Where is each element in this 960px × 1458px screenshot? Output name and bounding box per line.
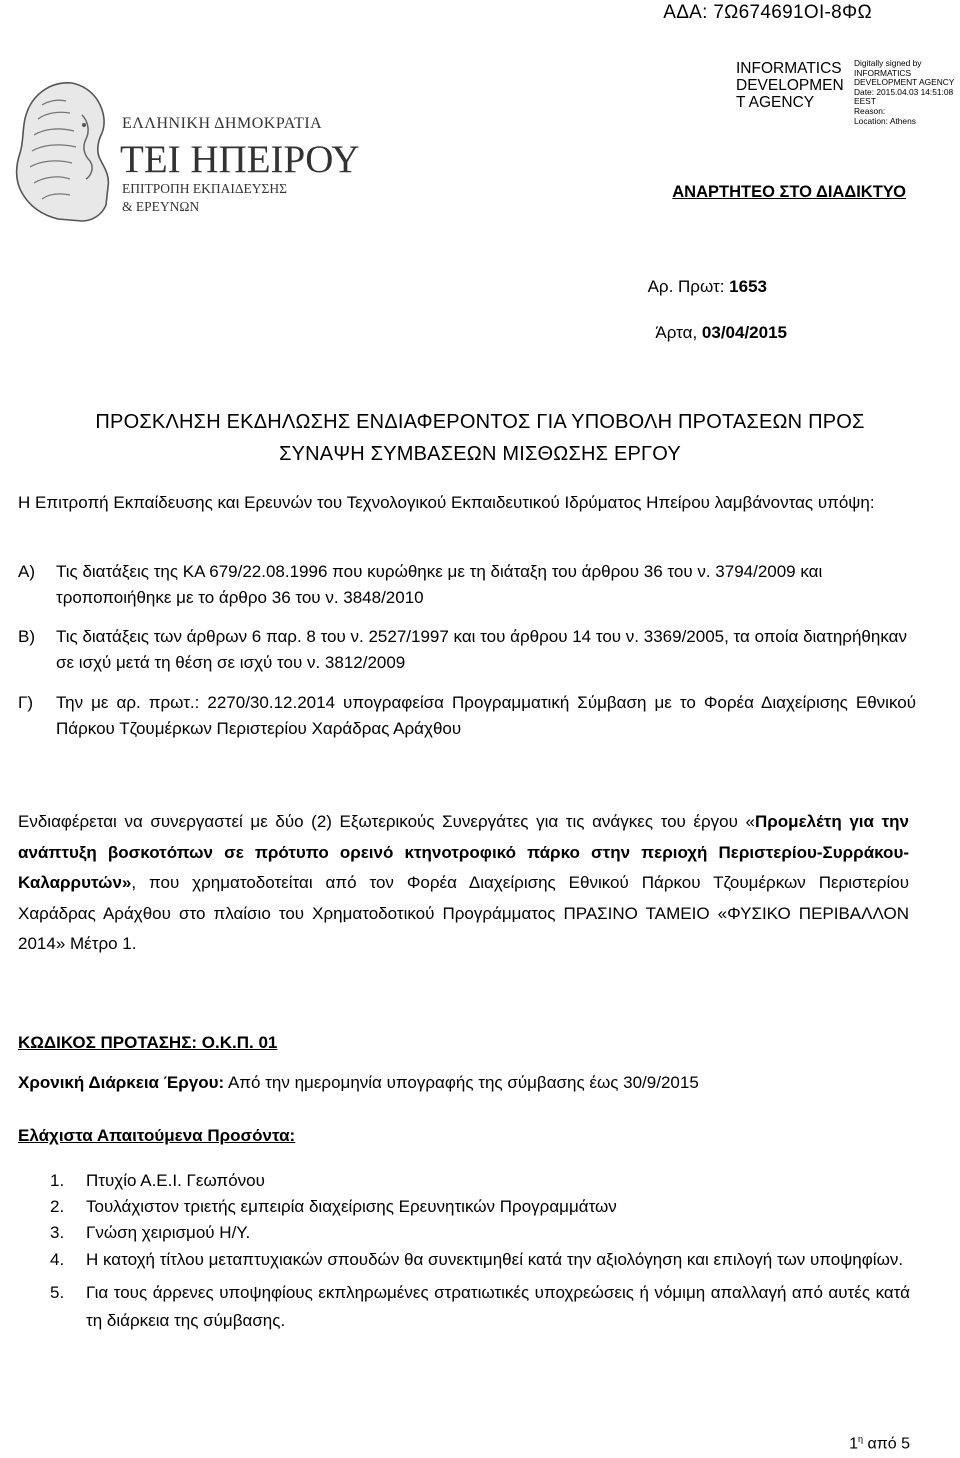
athena-head-icon	[12, 75, 122, 225]
signature-name-line: T AGENCY	[736, 94, 815, 111]
signature-detail-line: Reason:	[854, 105, 886, 116]
signature-detail-line: Location: Athens	[854, 115, 916, 126]
paragraph-rest: , που χρηματοδοτείται από τον Φορέα Διαχείρισης Εθνικού Πάρκου Τζουμέρκων Περιστερίου Χαράδρας Αράχθου στο πλαίσιο του Χρηματοδοτικού Προγράμματος ΠΡΑΣΙΝΟ ΤΑΜΕΙΟ «ΦΥΣΙΚΟ ΠΕΡΙΒΑΛΛΟΝ 2014» Μέτρο 1.	[18, 873, 909, 953]
consideration-label: Β)	[18, 627, 35, 646]
consideration-c	[18, 690, 916, 746]
consideration-text: Τις διατάξεις των άρθρων 6 παρ. 8 του ν. 2527/1997 και του άρθρου 14 του ν. 3369/2005, τα οποία διατηρήθηκαν σε ισχύ μετά τη θέση σε ισχύ του ν. 3812/2009	[56, 627, 907, 672]
intro-paragraph: Η Επιτροπή Εκπαίδευσης και Ερευνών του Τεχνολογικού Εκπαιδευτικού Ιδρύματος Ηπείρου λαμβάνοντας υπόψη:	[18, 493, 875, 512]
list-item	[50, 1279, 910, 1335]
duration-value: Από την ημερομηνία υπογραφής της σύμβασης έως 30/9/2015	[224, 1073, 699, 1092]
duration-label: Χρονική Διάρκεια Έργου:	[18, 1073, 225, 1092]
consideration-a	[18, 559, 913, 615]
consideration-label: Α)	[18, 562, 35, 581]
list-number: 5.	[50, 1283, 65, 1302]
list-number: 1.	[50, 1171, 65, 1190]
logo-line-republic: ΕΛΛΗΝΙΚΗ ΔΗΜΟΚΡΑΤΙΑ	[122, 115, 323, 132]
title-line-1: ΠΡΟΣΚΛΗΣΗ ΕΚΔΗΛΩΣΗΣ ΕΝΔΙΑΦΕΡΟΝΤΟΣ ΓΙΑ ΥΠΟΒΟΛΗ ΠΡΟΤΑΣΕΩΝ ΠΡΟΣ	[95, 411, 865, 433]
consideration-b	[18, 624, 913, 680]
list-text: Γνώση χειρισμού Η/Υ.	[86, 1223, 251, 1242]
main-paragraph	[18, 807, 909, 960]
signature-detail-line: INFORMATICS	[854, 67, 912, 78]
list-text: Η κατοχή τίτλου μεταπτυχιακών σπουδών θα συνεκτιμηθεί κατά την αξιολόγηση και επιλογή των υποψηφίων.	[86, 1250, 904, 1269]
page-of: από	[863, 1435, 902, 1453]
protocol-number	[648, 277, 767, 297]
page-number	[849, 1434, 910, 1453]
list-text: Πτυχίο Α.Ε.Ι. Γεωπόνου	[86, 1171, 265, 1190]
project-duration	[18, 1070, 699, 1096]
logo-line-committee: ΕΠΙΤΡΟΠΗ ΕΚΠΑΙΔΕΥΣΗΣ	[122, 181, 287, 196]
consideration-label: Γ)	[18, 693, 34, 712]
ada-code: ΑΔΑ: 7Ω674691ΟΙ-8ΦΩ	[663, 2, 872, 23]
consideration-text: Τις διατάξεις της ΚΑ 679/22.08.1996 που κυρώθηκε με τη διάταξη του άρθρου 36 του ν. 3794/2009 και τροποποιήθηκε με το άρθρο 36 του ν. 3848/2010	[56, 562, 823, 607]
proposal-code: ΚΩΔΙΚΟΣ ΠΡΟΤΑΣΗΣ: Ο.Κ.Π. 01	[18, 1033, 278, 1052]
page-suffix: η	[858, 1434, 864, 1444]
signature-detail-line: DEVELOPMENT AGENCY	[854, 77, 955, 88]
date-value: 03/04/2015	[701, 323, 787, 342]
requirements-list	[50, 1168, 910, 1335]
list-item	[50, 1194, 910, 1219]
publish-notice: ΑΝΑΡΤΗΤΕΟ ΣΤΟ ΔΙΑΔΙΚΤΥΟ	[672, 183, 906, 201]
consideration-text: Την με αρ. πρωτ.: 2270/30.12.2014 υπογραφείσα Προγραμματική Σύμβαση με το Φορέα Διαχείρισης Εθνικού Πάρκου Τζουμέρκων Περιστερίου Χαράδρας Αράχθου	[56, 693, 916, 738]
signature-name	[736, 60, 844, 111]
list-text: Τουλάχιστον τριετής εμπειρία διαχείρισης Ερευνητικών Προγραμμάτων	[86, 1197, 617, 1216]
signature-detail-line: Date: 2015.04.03 14:51:08	[854, 86, 954, 97]
title-line-2: ΣΥΝΑΨΗ ΣΥΜΒΑΣΕΩΝ ΜΙΣΘΩΣΗΣ ΕΡΓΟΥ	[279, 443, 681, 465]
signature-name-line: INFORMATICS	[736, 60, 842, 77]
page-total: 5	[901, 1435, 910, 1453]
project-title: Προμελέτη για την ανάπτυξη βοσκοτόπων σε πρότυπο ορεινό κτηνοτροφικό πάρκο στην περιοχή Περιστερίου-Συρράκου-Καλαρρυτών»	[18, 812, 909, 892]
institution-logo	[12, 75, 360, 225]
list-text: Για τους άρρενες υποψηφίους εκπληρωμένες στρατιωτικές υποχρεώσεις ή νόμιμη απαλλαγή από αυτές κατά τη διάρκεια της σύμβασης.	[86, 1283, 910, 1330]
signature-name-line: DEVELOPMEN	[736, 77, 844, 94]
document-date	[655, 323, 787, 343]
list-item	[50, 1246, 910, 1274]
list-number: 2.	[50, 1197, 65, 1216]
page-current: 1	[849, 1435, 858, 1453]
list-item	[50, 1168, 910, 1193]
logo-line-research: & ΕΡΕΥΝΩΝ	[122, 199, 200, 214]
protocol-value: 1653	[729, 277, 767, 296]
requirements-title: Ελάχιστα Απαιτούμενα Προσόντα:	[18, 1126, 296, 1145]
document-title	[0, 406, 960, 470]
list-number: 3.	[50, 1223, 65, 1242]
signature-details	[854, 59, 954, 126]
signature-detail-line: Digitally signed by	[854, 58, 922, 68]
signature-detail-line: EEST	[854, 96, 876, 107]
paragraph-intro: Ενδιαφέρεται να συνεργαστεί με δύο (2) Εξωτερικούς Συνεργάτες για τις ανάγκες του έργου «	[18, 812, 755, 831]
logo-line-tei: ΤΕΙ ΗΠΕΙΡΟΥ	[120, 138, 360, 181]
list-item	[50, 1220, 910, 1245]
date-label: Άρτα,	[655, 323, 702, 342]
protocol-label: Αρ. Πρωτ:	[647, 277, 730, 296]
list-number: 4.	[50, 1250, 65, 1269]
